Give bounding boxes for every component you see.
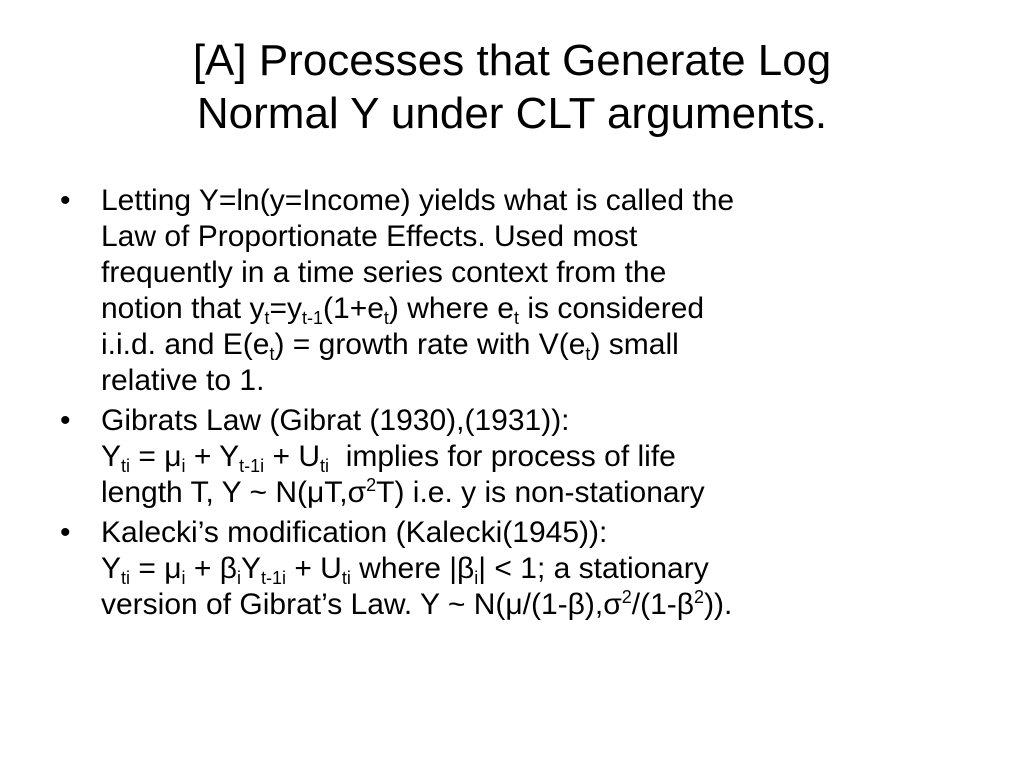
text-run: = μ — [130, 552, 182, 585]
bullet-marker: • — [60, 184, 71, 217]
subscript: i — [236, 568, 241, 588]
superscript: 2 — [366, 475, 377, 495]
bullet-1-line-2: Law of Proportionate Effects. Used most — [101, 220, 638, 253]
text-run: + Y — [185, 440, 240, 473]
bullet-2-line-3 — [101, 475, 960, 511]
bullet-1-line-6: relative to 1. — [101, 364, 265, 397]
text-run: version of Gibrat’s Law. Y ~ N(μ/(1-β),σ — [101, 588, 622, 621]
subscript: t — [383, 308, 389, 328]
bullet-3-line-2 — [101, 551, 960, 587]
subscript: t — [264, 308, 270, 328]
text-run: length T, Y ~ N(μT,σ — [101, 476, 367, 509]
superscript: 2 — [621, 587, 632, 607]
bullet-2-line-2 — [101, 439, 960, 475]
text-run: + β — [185, 552, 237, 585]
text-run: notion that y — [101, 292, 265, 325]
subscript: t-1 — [302, 308, 324, 328]
text-run: where |β — [350, 552, 475, 585]
subscript: i — [181, 456, 186, 476]
text-run: | < 1; a stationary — [478, 552, 709, 585]
subscript: t — [585, 344, 591, 364]
text-run: /(1-β — [631, 588, 695, 621]
text-run: ) = growth rate with V(e — [274, 328, 586, 361]
bullet-2-line-1: Gibrats Law (Gibrat (1930),(1931)): — [101, 404, 570, 437]
subscript: ti — [121, 568, 131, 588]
subscript: t — [269, 344, 275, 364]
subscript: ti — [320, 456, 330, 476]
text-run: )). — [704, 588, 733, 621]
text-run: i.i.d. and E(e — [101, 328, 270, 361]
superscript: 2 — [694, 587, 705, 607]
text-run: =y — [269, 292, 302, 325]
text-run: ) small — [590, 328, 679, 361]
text-run: Y — [240, 552, 261, 585]
title-line-2: Normal Y under CLT arguments. — [196, 89, 828, 138]
subscript: ti — [121, 456, 131, 476]
text-run: + U — [264, 440, 321, 473]
bullet-1-line-1: Letting Y=ln(y=Income) yields what is called the — [101, 184, 735, 217]
bullet-3-line-1: Kalecki’s modification (Kalecki(1945)): — [101, 516, 608, 549]
slide-title — [0, 34, 1024, 140]
bullet-marker: • — [60, 516, 71, 549]
subscript: t-1i — [239, 456, 265, 476]
subscript: ti — [341, 568, 351, 588]
text-run: (1+e — [323, 292, 384, 325]
text-run: + U — [285, 552, 342, 585]
bullet-1-line-5 — [101, 327, 960, 363]
bullet-item-law-of-proportionate-effects — [60, 183, 960, 399]
bullet-1-line-4 — [101, 291, 960, 327]
subscript: t-1i — [260, 568, 286, 588]
title-line-1: [A] Processes that Generate Log — [192, 36, 832, 85]
text-run: T) i.e. y is non-stationary — [376, 476, 705, 509]
text-run: is considered — [519, 292, 705, 325]
text-run: Y — [101, 440, 122, 473]
bullet-1-line-3: frequently in a time series context from the — [101, 256, 667, 289]
bullet-marker: • — [60, 404, 71, 437]
subscript: i — [474, 568, 479, 588]
subscript: t — [513, 308, 519, 328]
bullet-list — [60, 183, 960, 627]
text-run: implies for process of life — [329, 440, 676, 473]
text-run: Y — [101, 552, 122, 585]
bullet-3-line-3 — [101, 587, 960, 623]
bullet-item-gibrats-law — [60, 403, 960, 511]
text-run: ) where e — [388, 292, 514, 325]
subscript: i — [181, 568, 186, 588]
bullet-item-kaleckis-modification — [60, 515, 960, 623]
text-run: = μ — [130, 440, 182, 473]
